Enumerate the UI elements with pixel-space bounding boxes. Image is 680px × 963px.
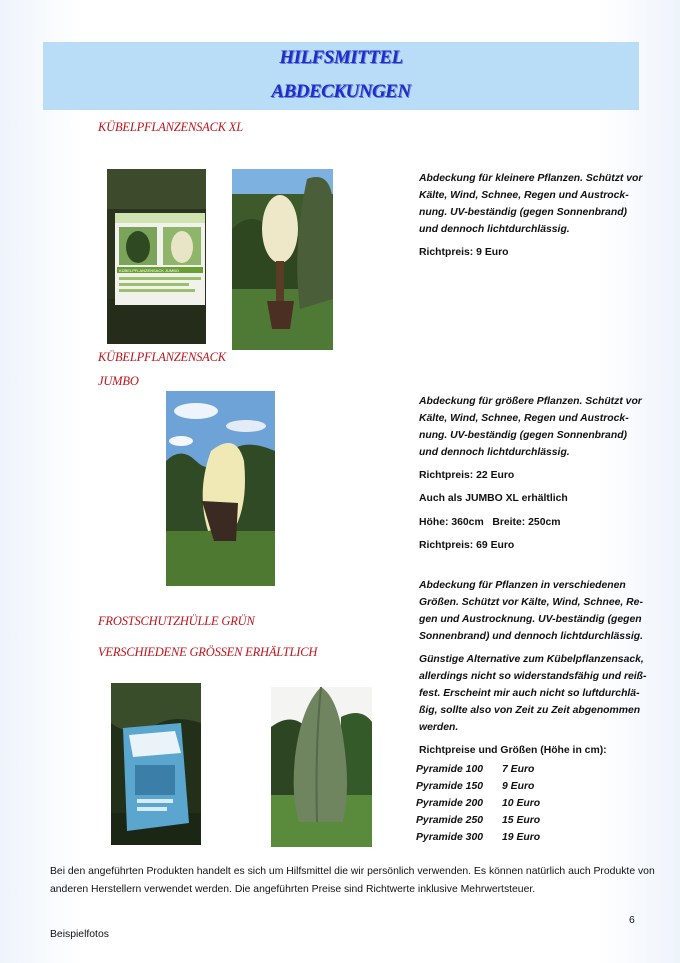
- box-label: KÜBELPFLANZENSACK JUMBO: [119, 268, 180, 273]
- section2-description: [419, 393, 642, 461]
- section2-price: Richtpreis: 22 Euro: [419, 470, 515, 481]
- section3-alt-line: ßig, sollte also von Zeit zu Zeit abgenommen: [419, 705, 641, 716]
- banner-title: HILFSMITTEL: [279, 47, 403, 68]
- price-row: [416, 829, 576, 846]
- footer-note: [50, 863, 655, 899]
- size-label: Pyramide 250: [416, 815, 484, 826]
- section3-description: [419, 577, 643, 645]
- size-price: 10 Euro: [502, 798, 541, 809]
- title-banner: [43, 42, 639, 110]
- section3-prices-heading: Richtpreise und Größen (Höhe in cm):: [419, 745, 607, 756]
- size-label: Pyramide 200: [416, 798, 484, 809]
- banner-subtitle: ABDECKUNGEN: [271, 81, 411, 102]
- section3-desc-line: Größen. Schützt vor Kälte, Wind, Schnee, Re-: [419, 597, 643, 608]
- page-number: 6: [629, 915, 635, 926]
- size-label: Pyramide 100: [416, 764, 484, 775]
- section3-desc-line: Abdeckung für Pflanzen in verschiedenen: [419, 580, 626, 591]
- section3-alt-line: fest. Erscheint mir auch nicht so luftdurchlä-: [419, 688, 640, 699]
- section2-heading-line2: JUMBO: [98, 374, 139, 388]
- section3-alt-line: allerdings nicht so widerstandsfähig und reiß-: [419, 671, 647, 682]
- size-label: Pyramide 150: [416, 781, 484, 792]
- size-label: Pyramide 300: [416, 832, 484, 843]
- photo-plant-sack-jumbo: [166, 391, 275, 586]
- photo-plant-sack-small: [232, 169, 333, 350]
- footer-note-line: Bei den angeführten Produkten handelt es sich um Hilfsmittel die wir persönlich verwenden. Es können natürlich auch Produkte von: [50, 866, 655, 877]
- footer-note-line: anderen Herstellern verwendet werden. Die angeführten Preise sind Richtwerte inklusive Mehrwertsteuer.: [50, 884, 536, 895]
- section2-dimensions: Höhe: 360cm Breite: 250cm: [419, 517, 561, 528]
- section3-heading-line2: VERSCHIEDENE GRÖSSEN ERHÄLTLICH: [98, 645, 318, 659]
- section1-desc-line: Abdeckung für kleinere Pflanzen. Schützt vor: [419, 173, 643, 184]
- section3-heading-line1: FROSTSCHUTZHÜLLE GRÜN: [98, 614, 255, 628]
- section1-price: Richtpreis: 9 Euro: [419, 247, 509, 258]
- photo-frost-cover-package: [111, 683, 201, 845]
- price-row: [416, 778, 576, 795]
- section1-heading: KÜBELPFLANZENSACK XL: [98, 120, 243, 134]
- section2-xl-price: Richtpreis: 69 Euro: [419, 540, 515, 551]
- photo-product-box: [107, 169, 206, 344]
- size-price: 15 Euro: [502, 815, 541, 826]
- photo-caption: Beispielfotos: [50, 929, 109, 940]
- price-row: [416, 795, 576, 812]
- section3-desc-line: Sonnenbrand) und dennoch lichtdurchlässig.: [419, 631, 643, 642]
- section2-xl-note: Auch als JUMBO XL erhältlich: [419, 493, 568, 504]
- section3-desc-line: gen und Austrocknung. UV-beständig (gegen: [419, 614, 642, 625]
- size-price: 9 Euro: [502, 781, 535, 792]
- photo-frost-cover-pyramid: [271, 687, 372, 847]
- section3-alt-line: werden.: [419, 722, 459, 733]
- section1-desc-line: Kälte, Wind, Schnee, Regen und Austrock-: [419, 190, 629, 201]
- price-row: [416, 812, 576, 829]
- section2-desc-line: nung. UV-beständig (gegen Sonnenbrand): [419, 430, 627, 441]
- section3-alt-line: Günstige Alternative zum Kübelpflanzensack,: [419, 654, 644, 665]
- section1-desc-line: und dennoch lichtdurchlässig.: [419, 224, 570, 235]
- section2-desc-line: und dennoch lichtdurchlässig.: [419, 447, 570, 458]
- section2-heading-line1: KÜBELPFLANZENSACK: [98, 350, 226, 364]
- price-table: [416, 761, 576, 846]
- section1-description: [419, 170, 642, 238]
- section2-desc-line: Abdeckung für größere Pflanzen. Schützt vor: [419, 396, 642, 407]
- size-price: 19 Euro: [502, 832, 541, 843]
- price-row: [416, 761, 576, 778]
- section1-desc-line: nung. UV-beständig (gegen Sonnenbrand): [419, 207, 627, 218]
- size-price: 7 Euro: [502, 764, 535, 775]
- section3-alternative: [419, 651, 646, 736]
- section2-desc-line: Kälte, Wind, Schnee, Regen und Austrock-: [419, 413, 629, 424]
